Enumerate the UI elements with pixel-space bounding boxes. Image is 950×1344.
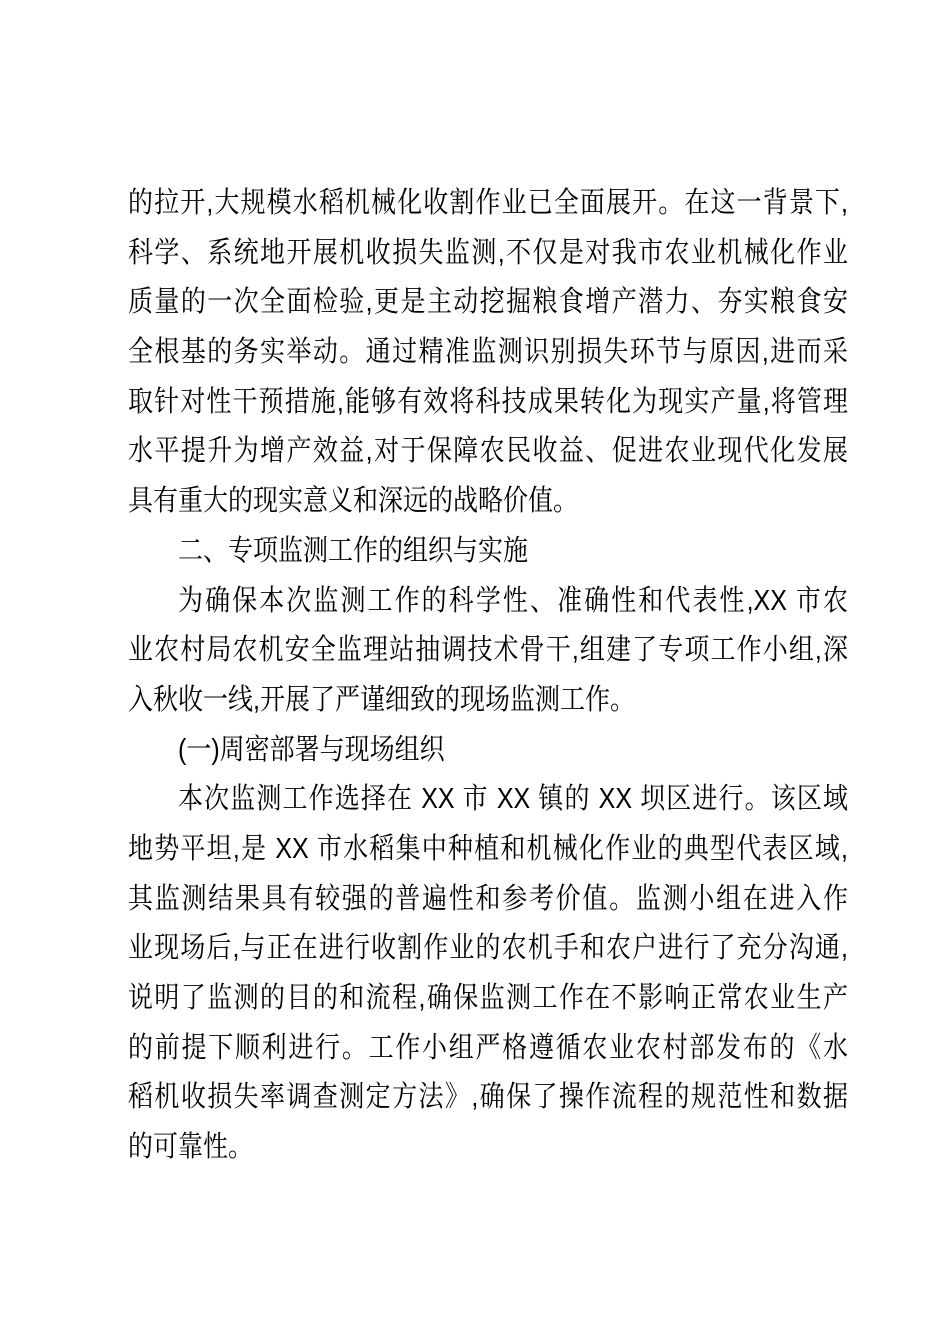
text-line: 本次监测工作选择在 XX 市 XX 镇的 XX 坝区进行。该区域	[178, 783, 848, 816]
document-body	[128, 179, 848, 1173]
text-line: 的可靠性。	[128, 1130, 254, 1164]
text-line: 科学、系统地开展机收损失监测,不仅是对我市农业机械化作业	[128, 236, 848, 269]
text-line: 稻机收损失率调查测定方法》,确保了操作流程的规范性和数据	[128, 1081, 848, 1114]
text-line: 业农村局农机安全监理站抽调技术骨干,组建了专项工作小组,深	[128, 633, 848, 667]
text-line: 入秋收一线,开展了严谨细致的现场监测工作。	[128, 683, 635, 716]
subsection-heading: (一)周密部署与现场组织	[178, 733, 445, 766]
text-line: 取针对性干预措施,能够有效将科技成果转化为现实产量,将管理	[128, 385, 848, 418]
text-line: 为确保本次监测工作的科学性、准确性和代表性,XX 市农	[178, 584, 848, 617]
text-line: 地势平坦,是 XX 市水稻集中种植和机械化作业的典型代表区域,	[128, 832, 848, 865]
text-line: 全根基的务实举动。通过精准监测识别损失环节与原因,进而采	[128, 335, 848, 369]
text-line: 业现场后,与正在进行收割作业的农机手和农户进行了充分沟通,	[128, 932, 848, 965]
text-line: 说明了监测的目的和流程,确保监测工作在不影响正常农业生产	[128, 981, 848, 1014]
text-line: 水平提升为增产效益,对于保障农民收益、促进农业现代化发展	[128, 435, 848, 468]
text-line: 的拉开,大规模水稻机械化收割作业已全面展开。在这一背景下,	[128, 186, 848, 219]
text-line: 具有重大的现实意义和深远的战略价值。	[128, 484, 579, 518]
section-heading: 二、专项监测工作的组织与实施	[178, 534, 529, 567]
text-line: 的前提下顺利进行。工作小组严格遵循农业农村部发布的《水	[128, 1031, 848, 1064]
text-line: 质量的一次全面检验,更是主动挖掘粮食增产潜力、夯实粮食安	[128, 286, 848, 319]
text-line: 其监测结果具有较强的普遍性和参考价值。监测小组在进入作	[128, 882, 848, 915]
